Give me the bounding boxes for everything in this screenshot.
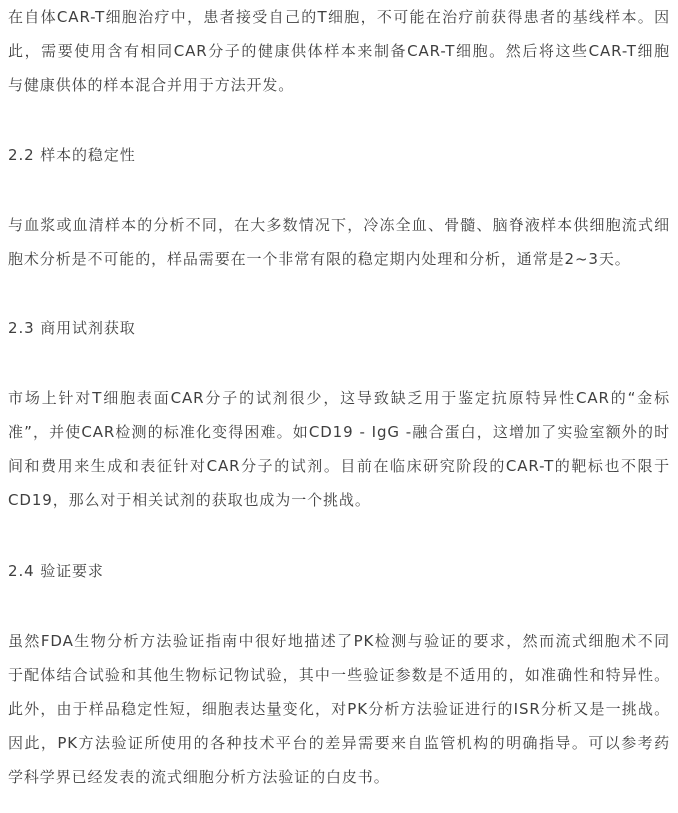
text-line: 虽然FDA生物分析方法验证指南中很好地描述了PK检测与验证的要求，然而流式细胞术不同 <box>8 632 670 650</box>
section-heading-2-3: 2.3 商用试剂获取 <box>8 319 136 337</box>
paragraph-baseline-sample <box>8 0 670 102</box>
text-line: 因此，PK方法验证所使用的各种技术平台的差异需要来自监管机构的明确指导。可以参考药 <box>8 734 670 752</box>
text-line: 此，需要使用含有相同CAR分子的健康供体样本来制备CAR-T细胞。然后将这些CAR-T细胞 <box>8 42 670 60</box>
text-line: 与血浆或血清样本的分析不同，在大多数情况下，冷冻全血、骨髓、脑脊液样本供细胞流式细 <box>8 216 670 234</box>
paragraph-reagent-access <box>8 381 670 517</box>
text-line: 准”，并使CAR检测的标准化变得困难。如CD19 - IgG -融合蛋白，这增加了实验室额外的时 <box>8 423 670 441</box>
text-line: 市场上针对T细胞表面CAR分子的试剂很少，这导致缺乏用于鉴定抗原特异性CAR的“金标 <box>8 389 670 407</box>
text-line: 此外，由于样品稳定性短，细胞表达量变化，对PK分析方法验证进行的ISR分析又是一挑战。 <box>8 700 670 718</box>
text-line: 胞术分析是不可能的，样品需要在一个非常有限的稳定期内处理和分析，通常是2~3天。 <box>8 250 631 268</box>
text-line: 间和费用来生成和表征针对CAR分子的试剂。目前在临床研究阶段的CAR-T的靶标也不限于 <box>8 457 670 475</box>
text-line: CD19，那么对于相关试剂的获取也成为一个挑战。 <box>8 491 371 509</box>
section-heading-2-4: 2.4 验证要求 <box>8 562 104 580</box>
text-line: 学科学界已经发表的流式细胞分析方法验证的白皮书。 <box>8 768 390 786</box>
text-line: 与健康供体的样本混合并用于方法开发。 <box>8 76 295 94</box>
text-line: 在自体CAR-T细胞治疗中，患者接受自己的T细胞，不可能在治疗前获得患者的基线样本。因 <box>8 8 670 26</box>
paragraph-sample-stability <box>8 208 670 276</box>
text-line: 于配体结合试验和其他生物标记物试验，其中一些验证参数是不适用的，如准确性和特异性。 <box>8 666 670 684</box>
paragraph-validation-requirements <box>8 624 670 794</box>
section-heading-2-2: 2.2 样本的稳定性 <box>8 146 136 164</box>
